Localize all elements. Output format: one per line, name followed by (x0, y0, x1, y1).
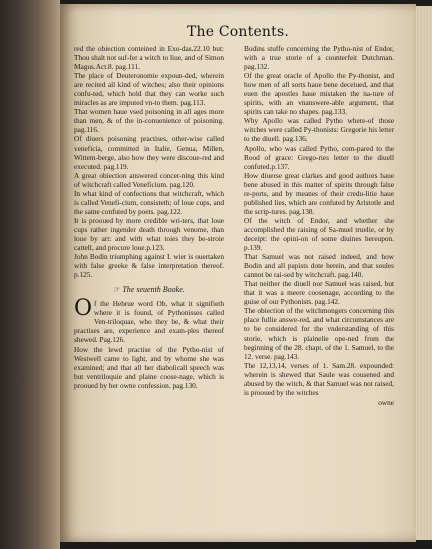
contents-entry-text: f the Hebrue word Ob, what it signifieth where it is found, of Pythonisses called Ven-triloquae, who they be, & what their practises are, experience and exam-ples thereof shewed. Pag.126. (74, 299, 224, 345)
book-page (60, 4, 416, 542)
page-header: The Contents. (186, 24, 290, 40)
book-heading (74, 285, 224, 294)
drop-cap: O (74, 296, 93, 322)
contents-entry: How the lewd practise of the Pytho-nist of Westwell came to light, and by whome she was examined; and that all her diabolicall speech was but ventriloquie and plaine coose-nage, which is prooued by her owne confession. pag.130. (74, 344, 224, 390)
book-spine (0, 0, 60, 549)
contents-entry: The 12,13,14, verses of 1. Sam.28. expounded: wherein is shewed that Saule was cousened and abused by the witch, & that Samuel was not raised, is prooued by the witches (244, 360, 394, 397)
contents-entry: Apollo, who was called Pytho, com-pared to the Rood of grace: Grego-ries letter to the diuell confuted.p.137. (244, 143, 394, 171)
contents-entry: The place of Deuteronomie expoun-ded, wherein are recited all kind of witches; also their opinions confu-ted, which hold that they can worke such miracles as are imputed vn-to them. pag.113. (74, 71, 224, 108)
contents-entry: John Bodin triumphing against I. wier is ouertaken with false greeke & false interpretation thereof. p.125. (74, 252, 224, 280)
catchword: owne (378, 397, 394, 407)
contents-entry: A great obiection answered concer-ning this kind of witchcraft called Veneficium. pag.120. (74, 170, 224, 189)
page-edges (416, 6, 432, 540)
contents-entry: red the obiection conteined in Exo-das.22.10 but: Thou shalt not suf-fer a witch to liue, and of Simon Magus.Act.8. pag.111. (74, 44, 224, 72)
contents-entry: The obiection of the witchmongers concerning this place fullie answe-red, and what circumstances are to be considered for the vnderstanding of this storie, which is plainelie ope-ned from the beginning of the 28. chapt. of the 1. Samuel, to the 12. verse. pag.143. (244, 306, 394, 361)
contents-entry: That neither the diuell nor Samuel was raised, but that it was a meere coosenage, according to the guise of our Pythonists. pag.142. (244, 279, 394, 307)
contents-entry: Of the witch of Endor, and whether she accomplished the raising of Sa-muel truelie, or by deceipt: the opini-on of some diuines hereupon. p.139. (244, 215, 394, 253)
contents-entry: How diuerse great clarkes and good authors haue bene abused in this matter of spirits through false re-ports, and by meanes of their credu-litie haue published lies, which are confuted by Aristotle and the scrip-tures. pag.138. (244, 170, 394, 216)
pointing-hand-icon: ☞ (113, 285, 121, 295)
contents-entry: Of diuers poisoning practises, other-wise called veneficia, committed in Italie, Genua, Millen, Wittem-berge, also how they were discoue-red and executed. pag.119. (74, 134, 224, 171)
contents-entry: Of the great oracle of Apollo the Py-thonist, and how men of all sorts haue bene deceiued, and that euen the apostles haue mistaken the na-ture of spirits, with an vnanswere-able argument, that spirits can take no shapes. pag.133. (244, 71, 394, 117)
contents-entry: That women haue vsed poisoning in all ages more than men, & of the in-conuenience of poisoning. pag.116. (74, 107, 224, 135)
contents-entry: In what kind of confections that witchcraft, which is called Venefi-cium, consisteth; of loue cups, and the same confuted by poets. pag.122. (74, 188, 224, 216)
right-column (244, 44, 394, 407)
contents-entry: That Samuel was not raised indeed, and how Bodin and all papists dote herein, and that soules cannot be rai-sed by witchcraft. pag.140. (244, 252, 394, 280)
contents-entry: It is prooued by more credible wri-ters, that loue cups rather ingender death through venome, than loue by art: and with what toies they be-stroie cattell, and procure loue.p.123. (74, 215, 224, 253)
book-heading-text: The seuenth Booke. (122, 285, 185, 295)
contents-entry: Why Apollo was called Pytho where-of those witches were called Py-thonists: Gregorie his letter to the diuell. pag.136. (244, 116, 394, 144)
contents-entry: Bodins stuffe concerning the Pytho-nist of Endor, with a true storie of a counterfeit Dutchman. pag.132. (244, 44, 394, 72)
left-column (74, 44, 224, 390)
contents-entry (74, 296, 224, 345)
